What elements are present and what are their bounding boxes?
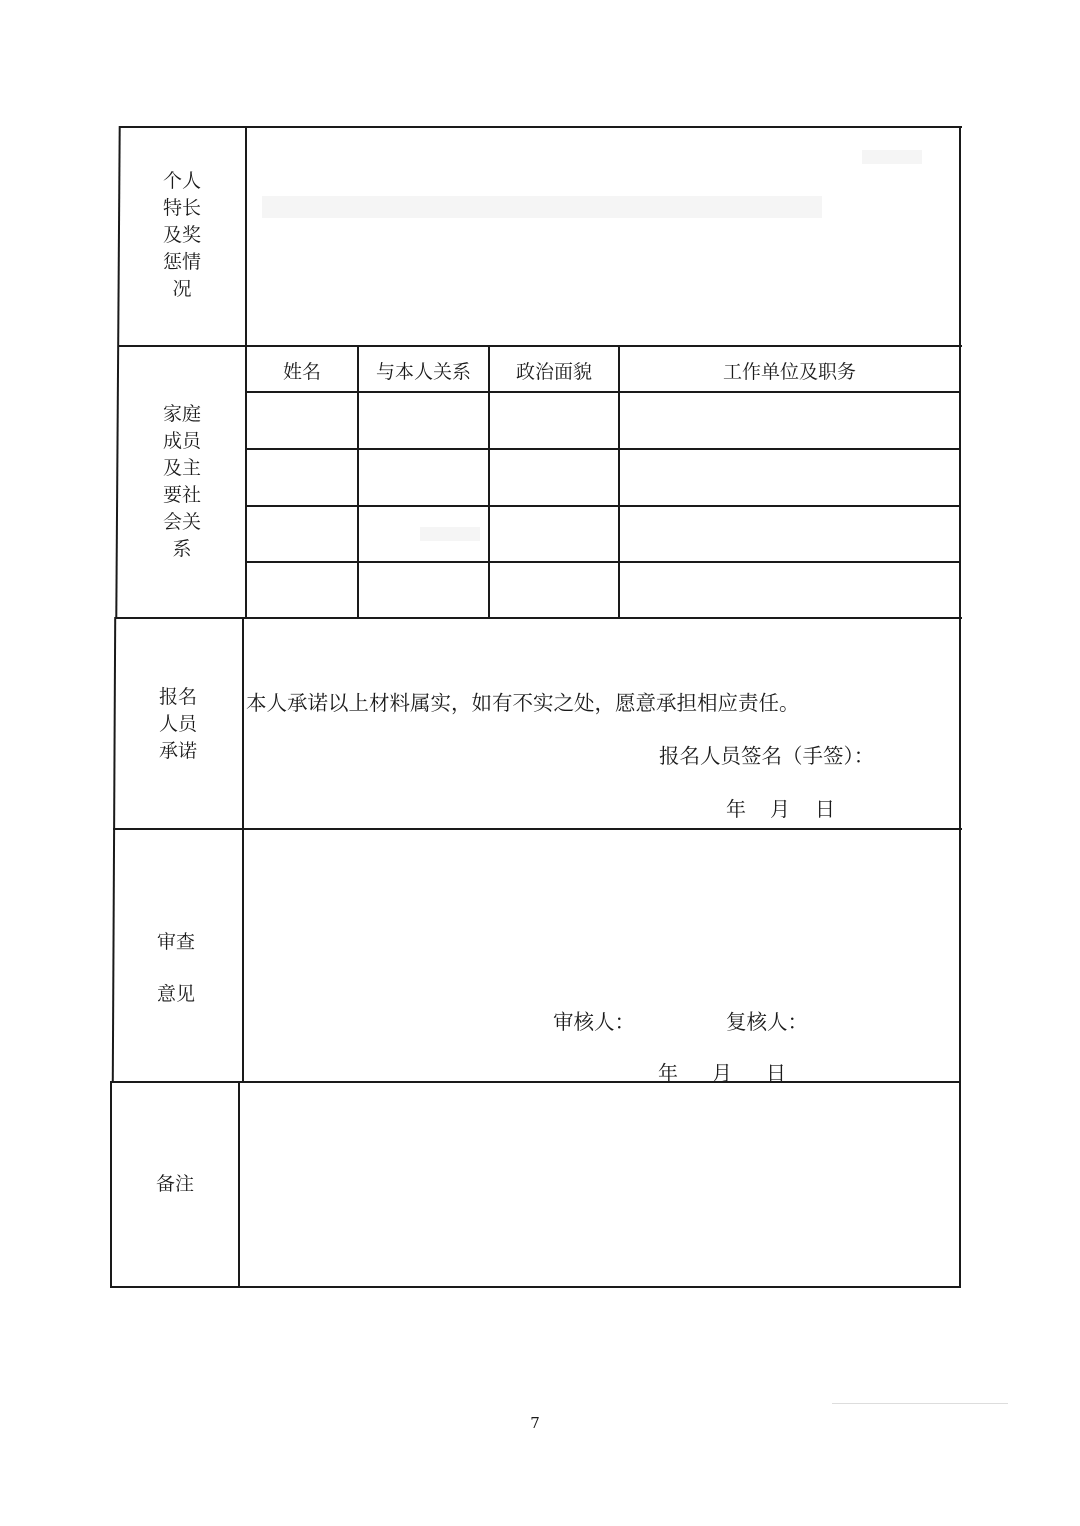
- label-line: 及奖: [162, 224, 201, 246]
- table-row: [247, 507, 959, 561]
- cell-name[interactable]: [247, 450, 357, 505]
- cell-relationship[interactable]: [359, 393, 488, 448]
- column-header-political-status: 政治面貌: [515, 361, 592, 383]
- cell-employer-position[interactable]: [620, 393, 959, 448]
- label-line: 家庭: [162, 403, 201, 425]
- table-right-border: [959, 126, 961, 1288]
- label-line: 人员: [158, 713, 197, 735]
- pledge-label: [146, 684, 210, 765]
- pledge-date-day: 日: [815, 797, 835, 821]
- family-relations-label: [150, 401, 214, 563]
- table-row: [247, 563, 959, 617]
- signature-label: 报名人员签名（手签）：: [659, 744, 875, 768]
- cell-political-status[interactable]: [490, 507, 618, 561]
- label-line: 特长: [162, 197, 201, 219]
- label-line: 惩情: [162, 251, 201, 273]
- row-divider-review: [113, 828, 962, 830]
- remarks-label: 备注: [155, 1173, 194, 1195]
- cell-political-status[interactable]: [490, 450, 618, 505]
- rechecker-label: 复核人：: [726, 1010, 808, 1034]
- label-line: 报名: [158, 686, 197, 708]
- column-header-name: 姓名: [282, 361, 321, 383]
- cell-relationship[interactable]: [359, 507, 488, 561]
- cell-employer-position[interactable]: [620, 450, 959, 505]
- table-row: [247, 393, 959, 448]
- table-left-border: [112, 617, 116, 1081]
- cell-political-status[interactable]: [490, 563, 618, 617]
- label-line: 要社: [162, 484, 201, 506]
- signature-field[interactable]: [660, 768, 950, 788]
- table-left-border: [115, 126, 120, 617]
- label-column-divider: [242, 617, 244, 1081]
- scan-artifact-line: [832, 1403, 1008, 1404]
- label-column-divider: [238, 1081, 240, 1288]
- cell-name[interactable]: [247, 507, 357, 561]
- label-line: 审查: [156, 931, 195, 953]
- review-date-day: 日: [766, 1061, 786, 1085]
- table-row: [247, 450, 959, 505]
- label-line: 成员: [162, 430, 201, 452]
- label-line: 况: [172, 278, 192, 300]
- pledge-date-month: 月: [770, 797, 790, 821]
- review-opinion-label: [144, 916, 208, 1020]
- pledge-statement: 本人承诺以上材料属实，如有不实之处，愿意承担相应责任。: [246, 691, 800, 715]
- specialty-awards-label: [150, 168, 214, 303]
- cell-name[interactable]: [247, 393, 357, 448]
- cell-employer-position[interactable]: [620, 563, 959, 617]
- column-header-employer-position: 工作单位及职务: [722, 361, 856, 383]
- label-line: 意见: [156, 983, 195, 1005]
- specialty-awards-field[interactable]: [248, 129, 958, 344]
- label-line: 系: [172, 538, 192, 560]
- label-line: 会关: [162, 511, 201, 533]
- review-opinion-field[interactable]: [246, 832, 958, 992]
- review-date-year: 年: [658, 1061, 678, 1085]
- review-date-month: 月: [712, 1061, 732, 1085]
- label-line: 及主: [162, 457, 201, 479]
- cell-employer-position[interactable]: [620, 507, 959, 561]
- column-header-relationship: 与本人关系: [375, 361, 471, 383]
- label-line: 承诺: [158, 740, 197, 762]
- reviewer-label: 审核人：: [553, 1010, 635, 1034]
- table-left-border: [110, 1081, 112, 1288]
- cell-name[interactable]: [247, 563, 357, 617]
- page-number: 7: [530, 1414, 540, 1432]
- pledge-date-year: 年: [726, 797, 746, 821]
- cell-political-status[interactable]: [490, 393, 618, 448]
- cell-relationship[interactable]: [359, 450, 488, 505]
- remarks-field[interactable]: [242, 1085, 958, 1285]
- label-line: 个人: [162, 170, 201, 192]
- cell-relationship[interactable]: [359, 563, 488, 617]
